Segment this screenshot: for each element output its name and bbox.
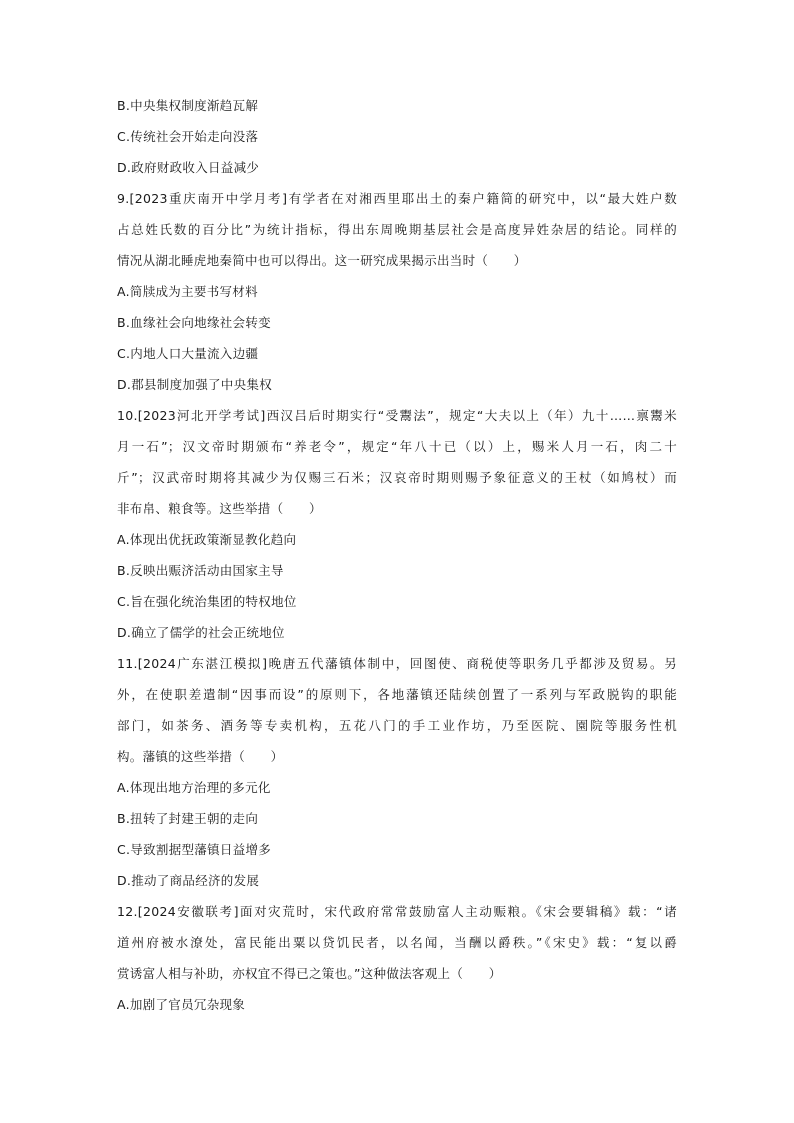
question-stem-line: 9.[2023重庆南开中学月考]有学者在对湘西里耶出土的秦户籍简的研究中，以“最大姓户数: [117, 191, 677, 206]
question-stem-line: 非布帛、粮食等。这些举措（ ）: [117, 501, 322, 516]
question-stem-line: 外，在使职差遣制“因事而设”的原则下，各地藩镇还陆续创置了一系列与军政脱钩的职能: [117, 687, 677, 702]
question-11: [117, 654, 677, 891]
question-stem-line: 情况从湖北睡虎地秦简中也可以得出。这一研究成果揭示出当时（ ）: [117, 253, 527, 268]
option-a: A.体现出地方治理的多元化: [117, 780, 271, 795]
option-c: C.导致割据型藩镇日益增多: [117, 842, 272, 857]
option-d: D.政府财政收入日益减少: [117, 160, 260, 175]
question-9: [117, 189, 677, 395]
option-a: A.加剧了官员冗杂现象: [117, 997, 246, 1012]
option-c: C.内地人口大量流入边疆: [117, 346, 259, 361]
question-stem-line: 赏诱富人相与补助，亦权宜不得已之策也。”这种做法客观上（ ）: [117, 966, 502, 981]
option-c: C.传统社会开始走向没落: [117, 129, 259, 144]
question-10: [117, 406, 677, 643]
previous-question-options: [117, 96, 677, 178]
option-d: D.郡县制度加强了中央集权: [117, 377, 272, 392]
question-stem-line: 斤”；汉武帝时期将其减少为仅赐三石米；汉哀帝时期则赐予象征意义的王杖（如鸠杖）而: [117, 470, 677, 485]
option-b: B.血缘社会向地缘社会转变: [117, 315, 271, 330]
document-content: [117, 96, 677, 1026]
option-c: C.旨在强化统治集团的特权地位: [117, 594, 297, 609]
option-a: A.简牍成为主要书写材料: [117, 284, 258, 299]
option-d: D.推动了商品经济的发展: [117, 873, 260, 888]
option-b: B.反映出赈济活动由国家主导: [117, 563, 284, 578]
question-stem-line: 12.[2024安徽联考]面对灾荒时，宋代政府常常鼓励富人主动赈粮。《宋会要辑稿》载：“诸: [117, 904, 677, 919]
option-a: A.体现出优抚政策渐显教化趋向: [117, 532, 297, 547]
question-stem-line: 月一石”；汉文帝时期颁布“养老令”，规定“年八十已（以）上，赐米人月一石，肉二十: [117, 439, 677, 454]
question-12: [117, 902, 677, 1015]
question-stem-line: 11.[2024广东湛江模拟]晚唐五代藩镇体制中，回图使、商税使等职务几乎都涉及贸易。另: [117, 656, 677, 671]
question-stem-line: 道州府被水潦处，富民能出粟以贷饥民者，以名闻，当酬以爵秩。”《宋史》载：“复以爵: [117, 935, 677, 950]
question-stem-line: 部门，如茶务、酒务等专卖机构，五花八门的手工业作坊，乃至医院、園院等服务性机: [117, 718, 677, 733]
option-d: D.确立了儒学的社会正统地位: [117, 625, 285, 640]
question-stem-line: 占总姓氏数的百分比”为统计指标，得出东周晚期基层社会是高度异姓杂居的结论。同样的: [117, 222, 677, 237]
option-b: B.扭转了封建王朝的走向: [117, 811, 259, 826]
question-stem-line: 构。藩镇的这些举措（ ）: [117, 749, 284, 764]
option-b: B.中央集权制度渐趋瓦解: [117, 98, 259, 113]
question-stem-line: 10.[2023河北开学考试]西汉吕后时期实行“受鬻法”，规定“大夫以上（年）九十……禀鬻米: [117, 408, 677, 423]
